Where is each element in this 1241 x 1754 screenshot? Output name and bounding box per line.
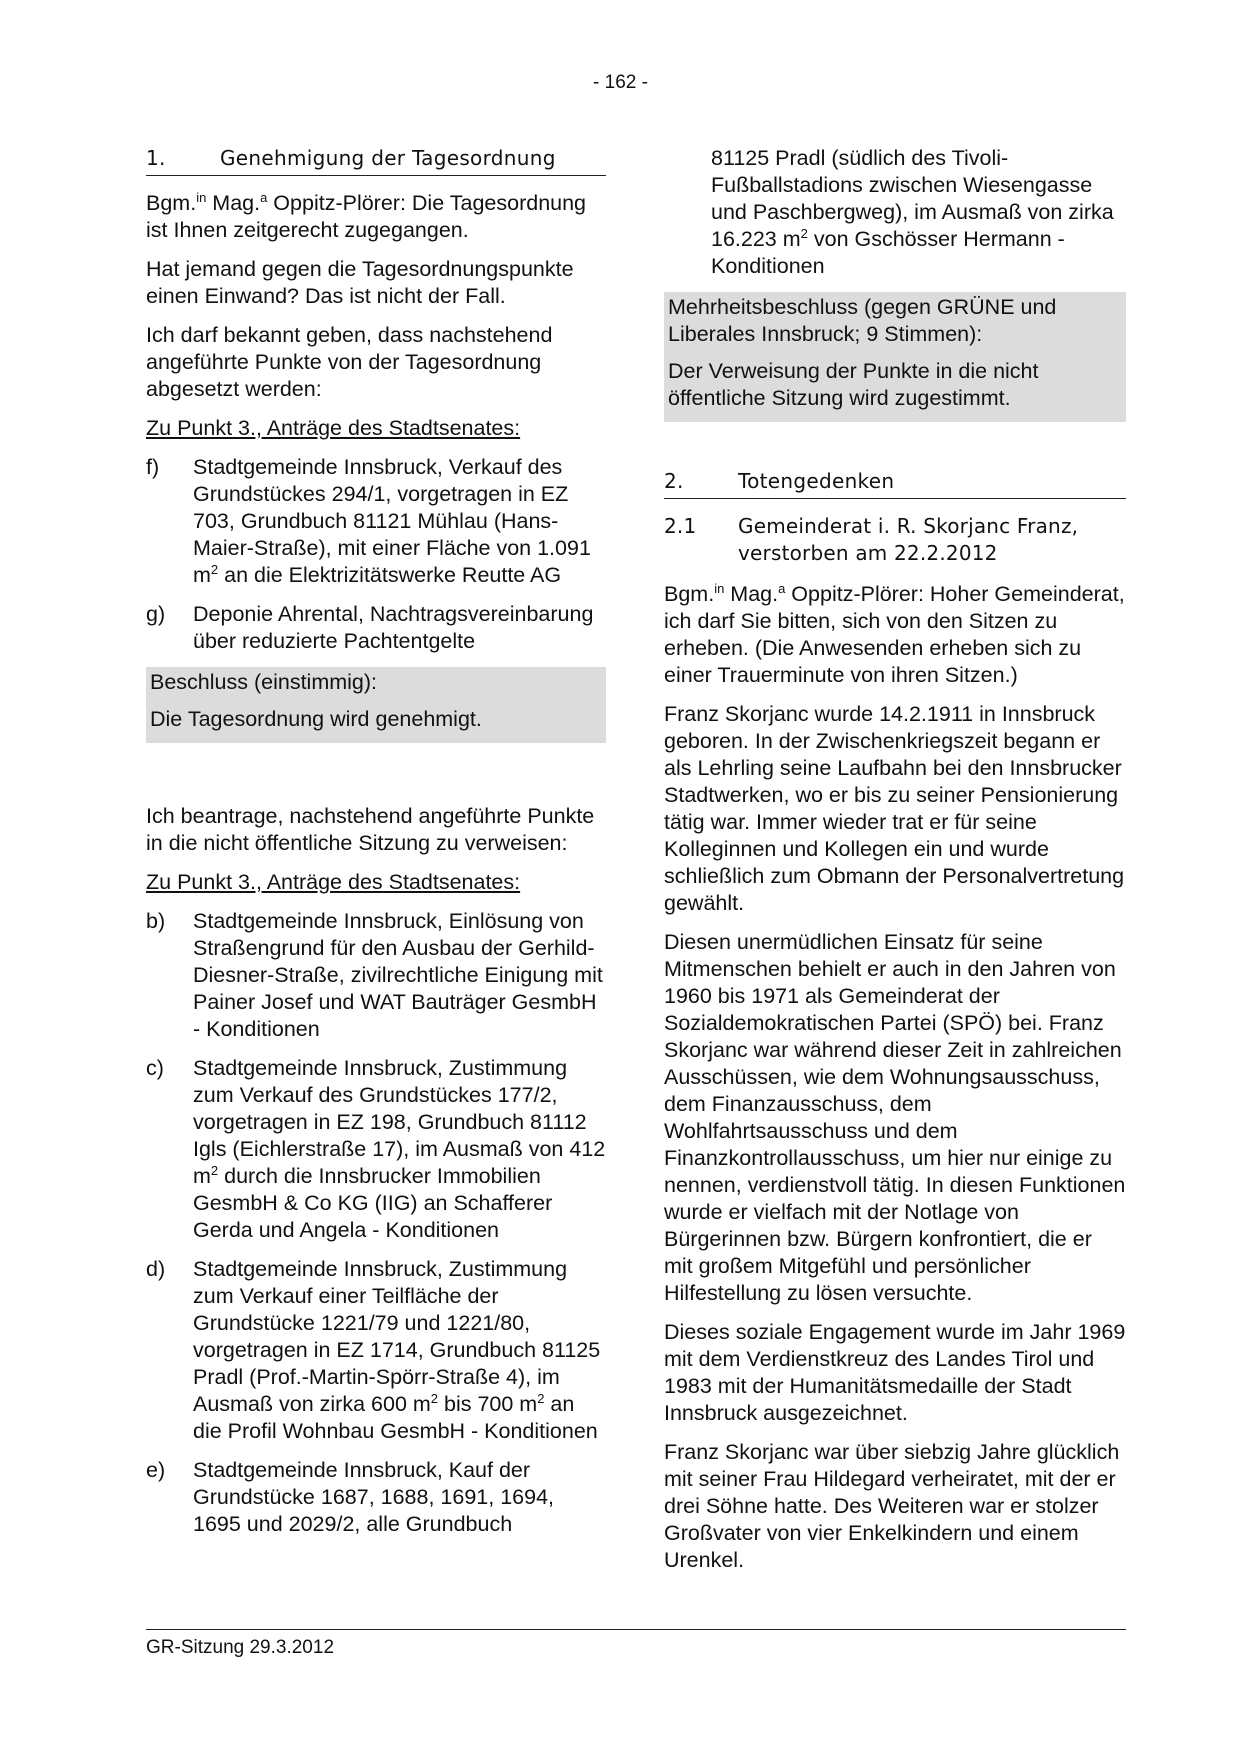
paragraph: Franz Skorjanc wurde 14.2.1911 in Innsbruck geboren. In der Zwischenkriegszeit begann er als Lehrling seine Laufbahn bei den Innsbrucker Stadtwerken, wo er bis zu seiner Pensionierung tätig war. Immer wieder trat er für seine Kolleginnen und Kollegen ein und wurde schließlich zum Obmann der Personalvertretung gewählt. <box>664 702 1125 915</box>
item-label: f) <box>146 455 160 479</box>
item-text: Stadtgemeinde Innsbruck, Kauf der Grundstücke 1687, 1688, 1691, 1694, 1695 und 2029/2, alle Grundbuch <box>193 1458 554 1536</box>
list-item <box>146 1457 606 1538</box>
paragraph: Franz Skorjanc war über siebzig Jahre glücklich mit seiner Frau Hildegard verheiratet, mit der er drei Söhne hatte. Des Weiteren war er stolzer Großvater von vier Enkelkindern und einem Urenkel. <box>664 1440 1120 1572</box>
paragraph: Ich beantrage, nachstehend angeführte Punkte in die nicht öffentliche Sitzung zu verweisen: <box>146 804 595 855</box>
paragraph: Diesen unermüdlichen Einsatz für seine Mitmenschen behielt er auch in den Jahren von 1960 bis 1971 als Gemeinderat der Sozialdemokratischen Partei (SPÖ) bei. Franz Skorjanc war während dieser Zeit in zahlreichen Ausschüssen, wie dem Wohnungsausschuss, dem Finanzausschuss, dem Wohlfahrtsausschuss und dem Finanzkontrollausschuss, um hier nur einige zu nennen, verdienstvoll tätig. In diesen Funktionen wurde er vielfach mit der Notlage von Bürgerinnen bzw. Bürgern konfrontiert, die er mit großem Mitgefühl und persönlicher Hilfestellung zu lösen versuchte. <box>664 930 1126 1305</box>
item-label: c) <box>146 1056 164 1080</box>
item-text: Stadtgemeinde Innsbruck, Einlösung von Straßengrund für den Ausbau der Gerhild-Diesner-Straße, zivilrechtliche Einigung mit Painer Josef und WAT Bauträger GesmbH - Konditionen <box>193 909 603 1041</box>
item-text: Deponie Ahrental, Nachtragsvereinbarung über reduzierte Pachtentgelte <box>193 602 594 653</box>
resolution-title: Beschluss (einstimmig): <box>150 670 377 694</box>
page-number: - 162 - <box>593 72 648 93</box>
section-number: 2. <box>664 469 684 493</box>
item-label: b) <box>146 909 166 933</box>
subsection-number: 2.1 <box>664 514 697 538</box>
speaker-paragraph: Bgm.$^{in}$ Mag.$^a$ Oppitz-Plörer: Hoher Gemeinderat, ich darf Sie bitten, sich von den Sitzen zu erheben. (Die Anwesenden erheben sich zu einer Trauerminute von ihren Sitzen.) <box>664 580 1125 687</box>
speaker-paragraph: Bgm.$^{in}$ Mag.$^a$ Oppitz-Plörer: Die Tagesordnung ist Ihnen zeitgerecht zugegangen. <box>146 189 587 242</box>
paragraph: Ich darf bekannt geben, dass nachstehend angeführte Punkte von der Tagesordnung abgesetzt werden: <box>146 323 553 401</box>
list-item <box>146 601 606 655</box>
agenda-subheading: Zu Punkt 3., Anträge des Stadtsenates: <box>146 416 521 440</box>
section-title: Genehmigung der Tagesordnung <box>220 146 556 170</box>
item-text: Stadtgemeinde Innsbruck, Zustimmung zum Verkauf des Grundstückes 177/2, vorgetragen in EZ 198, Grundbuch 81112 Igls (Eichlerstraße 17), im Ausmaß von 412 $m^2$ durch die Innsbrucker Immobilien GesmbH & Co KG (IIG) an Schafferer Gerda und Angela - Konditionen <box>193 1056 606 1242</box>
resolution-box <box>664 292 1126 422</box>
list-item <box>146 454 606 589</box>
section-number: 1. <box>146 146 166 170</box>
agenda-subheading: Zu Punkt 3., Anträge des Stadtsenates: <box>146 870 521 894</box>
item-text: Stadtgemeinde Innsbruck, Verkauf des Grundstückes 294/1, vorgetragen in EZ 703, Grundbuch 81121 Mühlau (Hans-Maier-Straße), mit einer Fläche von 1.091 $m^2$ an die Elektrizitätswerke Reutte AG <box>193 455 591 587</box>
item-label: d) <box>146 1257 166 1281</box>
list-item <box>146 1055 606 1244</box>
footer: GR-Sitzung 29.3.2012 <box>146 1637 335 1658</box>
section-heading-1 <box>146 145 606 176</box>
item-text: Stadtgemeinde Innsbruck, Zustimmung zum Verkauf einer Teilfläche der Grundstücke 1221/79 und 1221/80, vorgetragen in EZ 1714, Grundbuch 81125 Pradl (Prof.-Martin-Spörr-Straße 4), im Ausmaß von zirka 600 $m^2$ bis 700 $m^2$ an die Profil Wohnbau GesmbH - Konditionen <box>193 1257 601 1443</box>
item-label: g) <box>146 602 166 626</box>
resolution-text: Der Verweisung der Punkte in die nicht öffentliche Sitzung wird zugestimmt. <box>668 359 1039 410</box>
resolution-box <box>146 667 606 743</box>
item-continuation: 81125 Pradl (südlich des Tivoli-Fußballstadions zwischen Wiesengasse und Paschbergweg), im Ausmaß von zirka 16.223 $m^2$ von Gschösser Hermann - Konditionen <box>711 146 1114 278</box>
subsection-title: Gemeinderat i. R. Skorjanc Franz, verstorben am 22.2.2012 <box>738 514 1079 565</box>
list-item <box>146 1256 606 1445</box>
footer-divider <box>146 1629 1126 1630</box>
left-column <box>146 145 606 1550</box>
resolution-title: Mehrheitsbeschluss (gegen GRÜNE und Liberales Innsbruck; 9 Stimmen): <box>668 295 1057 346</box>
subsection-heading <box>664 513 1126 567</box>
paragraph: Dieses soziale Engagement wurde im Jahr 1969 mit dem Verdienstkreuz des Landes Tirol und 1983 mit der Humanitätsmedaille der Stadt Innsbruck ausgezeichnet. <box>664 1320 1126 1425</box>
right-column <box>664 145 1126 1586</box>
item-label: e) <box>146 1458 166 1482</box>
resolution-text: Die Tagesordnung wird genehmigt. <box>150 707 482 731</box>
section-heading-2 <box>664 468 1126 499</box>
list-item <box>146 908 606 1043</box>
section-title: Totengedenken <box>738 469 895 493</box>
paragraph: Hat jemand gegen die Tagesordnungspunkte einen Einwand? Das ist nicht der Fall. <box>146 257 574 308</box>
